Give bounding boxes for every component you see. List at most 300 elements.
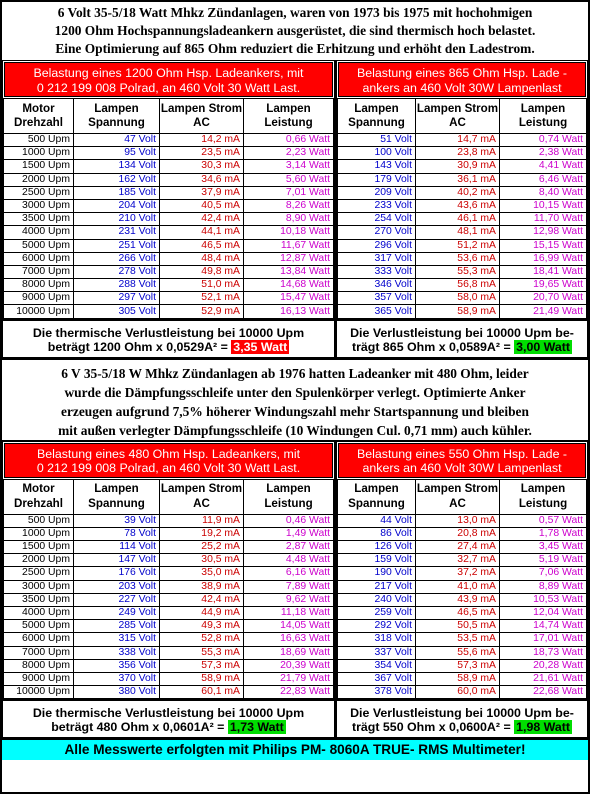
table-cell: 55,6 mA [416,646,500,659]
table-row [338,541,587,554]
table-cell: 58,9 mA [416,305,500,318]
table-row [4,239,334,252]
table-cell: 204 Volt [74,199,160,212]
table-cell: 52,1 mA [160,292,244,305]
table-cell: 259 Volt [338,606,416,619]
table-cell: 217 Volt [338,580,416,593]
table-cell: 500 Upm [4,134,74,147]
table-cell: 30,5 mA [160,554,244,567]
table-cell: 378 Volt [338,686,416,699]
table-cell: 3500 Upm [4,593,74,606]
table-cell: 50,5 mA [416,620,500,633]
column-header: Lampen Spannung [338,99,416,134]
table-cell: 297 Volt [74,292,160,305]
table-cell: 19,2 mA [160,527,244,540]
table-cell: 14,05 Watt [244,620,334,633]
table-row [338,265,587,278]
table-cell: 367 Volt [338,672,416,685]
table-row [338,305,587,318]
footer-result-badge: 3,00 Watt [516,339,571,354]
table-cell: 52,8 mA [160,633,244,646]
table-cell: 233 Volt [338,199,416,212]
table-row [338,527,587,540]
header-line: Belastung eines 1200 Ohm Hsp. Ladeankers, mit [33,66,304,80]
table-cell: 95 Volt [74,147,160,160]
table-cell: 5,19 Watt [500,554,587,567]
table-row [4,147,334,160]
table-cell: 25,2 mA [160,541,244,554]
table-cell: 6,16 Watt [244,567,334,580]
intro-line: Eine Optimierung auf 865 Ohm reduziert die Erhitzung und erhöht den Ladestrom. [55,41,535,56]
table-cell: 46,1 mA [416,213,500,226]
table-cell: 42,4 mA [160,593,244,606]
table-row [338,606,587,619]
table-cell: 143 Volt [338,160,416,173]
block1-left-table [3,98,334,319]
intro-text [2,2,588,60]
table-cell: 3000 Upm [4,199,74,212]
column-header: Lampen Spannung [338,479,416,514]
table-row [4,134,334,147]
block1-left-footer [3,319,334,357]
table-cell: 288 Volt [74,279,160,292]
table-row [4,620,334,633]
table-cell: 315 Volt [74,633,160,646]
footer-result-badge: 1,73 Watt [229,720,284,735]
table-row [4,659,334,672]
table-cell: 30,9 mA [416,160,500,173]
block2-left-table [3,479,334,700]
table-row [338,226,587,239]
block2-left-footer [3,699,334,737]
table-cell: 21,61 Watt [500,672,587,685]
table-cell: 1500 Upm [4,541,74,554]
header-line: ankers an 460 Volt 30W Lampenlast [362,80,562,95]
table-cell: 53,5 mA [416,633,500,646]
header-line: ankers an 460 Volt 30W Lampenlast [362,461,562,476]
table-row [338,620,587,633]
table-cell: 11,67 Watt [244,239,334,252]
table-cell: 162 Volt [74,173,160,186]
block1-left-header [4,62,333,97]
table-cell: 5,60 Watt [244,173,334,186]
table-cell: 37,9 mA [160,186,244,199]
table-row [338,633,587,646]
header-line: 0 212 199 008 Polrad, an 460 Volt 30 Watt Last. [36,461,301,476]
table-cell: 147 Volt [74,554,160,567]
table-cell: 52,9 mA [160,305,244,318]
table-cell: 60,0 mA [416,686,500,699]
table-cell: 210 Volt [74,213,160,226]
table-row [4,606,334,619]
table-cell: 285 Volt [74,620,160,633]
table-cell: 500 Upm [4,514,74,527]
block2-right-table [337,479,587,700]
table-row [4,160,334,173]
table-cell: 3,14 Watt [244,160,334,173]
table-cell: 2,87 Watt [244,541,334,554]
column-header: Motor Drehzahl [4,99,74,134]
table-row [4,292,334,305]
column-header: Lampen Strom AC [160,99,244,134]
table-cell: 6000 Upm [4,633,74,646]
table-cell: 19,65 Watt [500,279,587,292]
table-row [4,541,334,554]
table-cell: 39 Volt [74,514,160,527]
footer-formula: trägt 865 Ohm x 0,0589A² = [351,339,515,354]
table-cell: 11,9 mA [160,514,244,527]
table-cell: 20,70 Watt [500,292,587,305]
table-cell: 338 Volt [74,646,160,659]
table-cell: 2000 Upm [4,554,74,567]
table-cell: 23,5 mA [160,147,244,160]
table-row [338,186,587,199]
table-cell: 0,66 Watt [244,134,334,147]
table-cell: 5000 Upm [4,620,74,633]
table-cell: 270 Volt [338,226,416,239]
table-cell: 5000 Upm [4,239,74,252]
table-cell: 8000 Upm [4,659,74,672]
table-cell: 240 Volt [338,593,416,606]
middle-line: 6 V 35-5/18 W Mhkz Zündanlagen ab 1976 hatten Ladeanker mit 480 Ohm, leider [61,365,529,381]
footer-result-badge: 3,35 Watt [233,339,288,354]
table-cell: 231 Volt [74,226,160,239]
table-cell: 1500 Upm [4,160,74,173]
table-cell: 7,01 Watt [244,186,334,199]
table-cell: 56,8 mA [416,279,500,292]
table-cell: 346 Volt [338,279,416,292]
column-header: Lampen Strom AC [160,479,244,514]
table-cell: 51,0 mA [160,279,244,292]
table-cell: 16,63 Watt [244,633,334,646]
table-cell: 20,8 mA [416,527,500,540]
block2-left-header [4,443,333,478]
table-cell: 3,45 Watt [500,541,587,554]
middle-text [2,358,588,441]
table-cell: 11,70 Watt [500,213,587,226]
table-cell: 7000 Upm [4,646,74,659]
table-row [338,213,587,226]
middle-line: erzeugen aufgrund 7,5% höherer Windungszahl mehr Startspannung und bleiben [61,403,529,419]
table-cell: 58,9 mA [160,672,244,685]
table-cell: 114 Volt [74,541,160,554]
column-header: Lampen Spannung [74,99,160,134]
table-cell: 46,5 mA [160,239,244,252]
table-cell: 179 Volt [338,173,416,186]
table-cell: 14,2 mA [160,134,244,147]
table-cell: 23,8 mA [416,147,500,160]
table-cell: 13,0 mA [416,514,500,527]
table-cell: 18,69 Watt [244,646,334,659]
table-cell: 126 Volt [338,541,416,554]
block1 [2,60,588,358]
table-cell: 32,7 mA [416,554,500,567]
table-row [4,305,334,318]
block2 [2,441,588,739]
table-cell: 296 Volt [338,239,416,252]
table-cell: 12,98 Watt [500,226,587,239]
table-cell: 1000 Upm [4,527,74,540]
table-cell: 209 Volt [338,186,416,199]
table-cell: 35,0 mA [160,567,244,580]
table-cell: 9000 Upm [4,292,74,305]
block2-left-panel [2,441,335,739]
table-cell: 16,13 Watt [244,305,334,318]
table-row [338,252,587,265]
table-cell: 354 Volt [338,659,416,672]
table-row [4,265,334,278]
table-cell: 356 Volt [74,659,160,672]
table-cell: 47 Volt [74,134,160,147]
table-cell: 22,83 Watt [244,686,334,699]
table-cell: 1000 Upm [4,147,74,160]
table-row [338,239,587,252]
table-row [338,292,587,305]
table-cell: 36,1 mA [416,173,500,186]
block2-right-footer [337,699,587,737]
table-row [4,646,334,659]
footer-line2 [337,720,587,734]
column-header: Motor Drehzahl [4,479,74,514]
footer-line1: Die Verlustleistung bei 10000 Upm be- [350,706,574,721]
table-row [4,514,334,527]
table-cell: 337 Volt [338,646,416,659]
table-cell: 55,3 mA [160,646,244,659]
footer-line2 [337,340,587,354]
table-cell: 8,40 Watt [500,186,587,199]
table-cell: 12,87 Watt [244,252,334,265]
table-cell: 1,49 Watt [244,527,334,540]
table-row [338,173,587,186]
footer-line1: Die thermische Verlustleistung bei 10000 Upm [32,706,305,721]
table-cell: 14,68 Watt [244,279,334,292]
table-cell: 10000 Upm [4,305,74,318]
table-cell: 60,1 mA [160,686,244,699]
table-row [338,646,587,659]
table-cell: 58,9 mA [416,672,500,685]
table-cell: 134 Volt [74,160,160,173]
table-row [338,134,587,147]
table-cell: 254 Volt [338,213,416,226]
intro-line: 1200 Ohm Hochspannungsladeankern ausgerüstet, die sind thermisch hoch belastet. [54,23,536,38]
table-cell: 190 Volt [338,567,416,580]
table-cell: 40,2 mA [416,186,500,199]
table-cell: 4000 Upm [4,226,74,239]
table-row [338,672,587,685]
block2-right-panel [335,441,588,739]
footer-result-badge: 1,98 Watt [516,720,571,735]
table-cell: 15,47 Watt [244,292,334,305]
table-cell: 6,46 Watt [500,173,587,186]
table-cell: 18,41 Watt [500,265,587,278]
footer-line2 [3,720,334,734]
table-cell: 251 Volt [74,239,160,252]
table-cell: 7000 Upm [4,265,74,278]
table-header-row [4,99,334,134]
table-cell: 27,4 mA [416,541,500,554]
table-cell: 185 Volt [74,186,160,199]
table-cell: 51 Volt [338,134,416,147]
bottom-note: Alle Messwerte erfolgten mit Philips PM- 8060A TRUE- RMS Multimeter! [2,738,588,760]
table-cell: 2500 Upm [4,186,74,199]
table-cell: 49,3 mA [160,620,244,633]
column-header: Lampen Strom AC [416,479,500,514]
table-cell: 44 Volt [338,514,416,527]
table-cell: 86 Volt [338,527,416,540]
table-cell: 3000 Upm [4,580,74,593]
table-row [338,567,587,580]
block1-right-header [338,62,586,97]
table-row [4,213,334,226]
table-row [338,580,587,593]
table-row [4,252,334,265]
middle-line: mit außen verlegter Dämpfungsschleife (10 Windungen Cul. 0,71 mm) auch kühler. [58,422,532,438]
table-row [4,672,334,685]
intro-line: 6 Volt 35-5/18 Watt Mhkz Zündanlagen, waren von 1973 bis 1975 mit hochohmigen [57,5,533,20]
table-cell: 0,57 Watt [500,514,587,527]
table-row [4,279,334,292]
table-cell: 2500 Upm [4,567,74,580]
column-header: Lampen Leistung [500,99,587,134]
footer-line2 [3,340,334,354]
table-cell: 176 Volt [74,567,160,580]
table-cell: 7,89 Watt [244,580,334,593]
table-cell: 10,18 Watt [244,226,334,239]
table-cell: 20,28 Watt [500,659,587,672]
block1-right-footer [337,319,587,357]
table-cell: 6000 Upm [4,252,74,265]
table-cell: 55,3 mA [416,265,500,278]
block1-right-panel [335,60,588,358]
table-row [4,580,334,593]
column-header: Lampen Leistung [244,99,334,134]
table-row [338,160,587,173]
footer-formula: trägt 550 Ohm x 0,0600A² = [351,720,515,735]
table-cell: 2000 Upm [4,173,74,186]
table-cell: 8,26 Watt [244,199,334,212]
table-cell: 43,9 mA [416,593,500,606]
block1-left-panel [2,60,335,358]
table-cell: 318 Volt [338,633,416,646]
table-cell: 14,74 Watt [500,620,587,633]
table-cell: 10,53 Watt [500,593,587,606]
table-cell: 9000 Upm [4,672,74,685]
table-cell: 203 Volt [74,580,160,593]
table-cell: 15,15 Watt [500,239,587,252]
table-cell: 12,04 Watt [500,606,587,619]
table-cell: 8000 Upm [4,279,74,292]
table-cell: 227 Volt [74,593,160,606]
table-cell: 38,9 mA [160,580,244,593]
table-cell: 51,2 mA [416,239,500,252]
table-cell: 41,0 mA [416,580,500,593]
table-cell: 30,3 mA [160,160,244,173]
column-header: Lampen Spannung [74,479,160,514]
table-row [4,633,334,646]
table-cell: 14,7 mA [416,134,500,147]
table-cell: 3500 Upm [4,213,74,226]
table-cell: 1,78 Watt [500,527,587,540]
table-cell: 46,5 mA [416,606,500,619]
footer-formula: beträgt 1200 Ohm x 0,0529A² = [47,339,232,354]
middle-line: wurde die Dämpfungsschleife unter den Spulenkörper verlegt. Optimierte Anker [64,384,526,400]
table-header-row [338,479,587,514]
header-line: Belastung eines 865 Ohm Hsp. Lade - [356,66,568,80]
table-cell: 100 Volt [338,147,416,160]
table-cell: 333 Volt [338,265,416,278]
table-cell: 370 Volt [74,672,160,685]
table-cell: 8,89 Watt [500,580,587,593]
table-cell: 48,4 mA [160,252,244,265]
table-cell: 8,90 Watt [244,213,334,226]
block1-right-table [337,98,587,319]
table-cell: 249 Volt [74,606,160,619]
header-line: Belastung eines 480 Ohm Hsp. Ladeankers, mit [36,446,301,461]
table-row [4,527,334,540]
table-row [338,147,587,160]
table-cell: 11,18 Watt [244,606,334,619]
table-row [4,186,334,199]
footer-line1: Die thermische Verlustleistung bei 10000 Upm [32,325,305,340]
table-row [4,686,334,699]
table-cell: 357 Volt [338,292,416,305]
column-header: Lampen Leistung [244,479,334,514]
table-cell: 7,06 Watt [500,567,587,580]
table-cell: 57,3 mA [416,659,500,672]
table-cell: 16,99 Watt [500,252,587,265]
table-cell: 53,6 mA [416,252,500,265]
footer-formula: beträgt 480 Ohm x 0,0601A² = [51,720,228,735]
table-cell: 58,0 mA [416,292,500,305]
table-cell: 266 Volt [74,252,160,265]
table-row [338,686,587,699]
table-cell: 4000 Upm [4,606,74,619]
table-cell: 22,68 Watt [500,686,587,699]
table-cell: 21,79 Watt [244,672,334,685]
table-cell: 159 Volt [338,554,416,567]
table-row [4,593,334,606]
column-header: Lampen Leistung [500,479,587,514]
table-header-row [338,99,587,134]
table-row [4,226,334,239]
header-line: Belastung eines 550 Ohm Hsp. Lade - [356,446,568,461]
header-line: 0 212 199 008 Polrad, an 460 Volt 30 Watt Last. [36,80,301,95]
table-row [338,279,587,292]
table-cell: 21,49 Watt [500,305,587,318]
table-cell: 10000 Upm [4,686,74,699]
table-cell: 4,48 Watt [244,554,334,567]
table-cell: 10,15 Watt [500,199,587,212]
table-cell: 44,9 mA [160,606,244,619]
table-cell: 17,01 Watt [500,633,587,646]
table-cell: 44,1 mA [160,226,244,239]
table-row [338,554,587,567]
table-row [338,659,587,672]
table-row [4,199,334,212]
column-header: Lampen Strom AC [416,99,500,134]
table-cell: 43,6 mA [416,199,500,212]
table-row [4,173,334,186]
table-header-row [4,479,334,514]
table-cell: 57,3 mA [160,659,244,672]
table-cell: 78 Volt [74,527,160,540]
table-cell: 292 Volt [338,620,416,633]
table-cell: 20,39 Watt [244,659,334,672]
table-row [338,593,587,606]
table-cell: 18,73 Watt [500,646,587,659]
table-cell: 13,84 Watt [244,265,334,278]
table-cell: 380 Volt [74,686,160,699]
